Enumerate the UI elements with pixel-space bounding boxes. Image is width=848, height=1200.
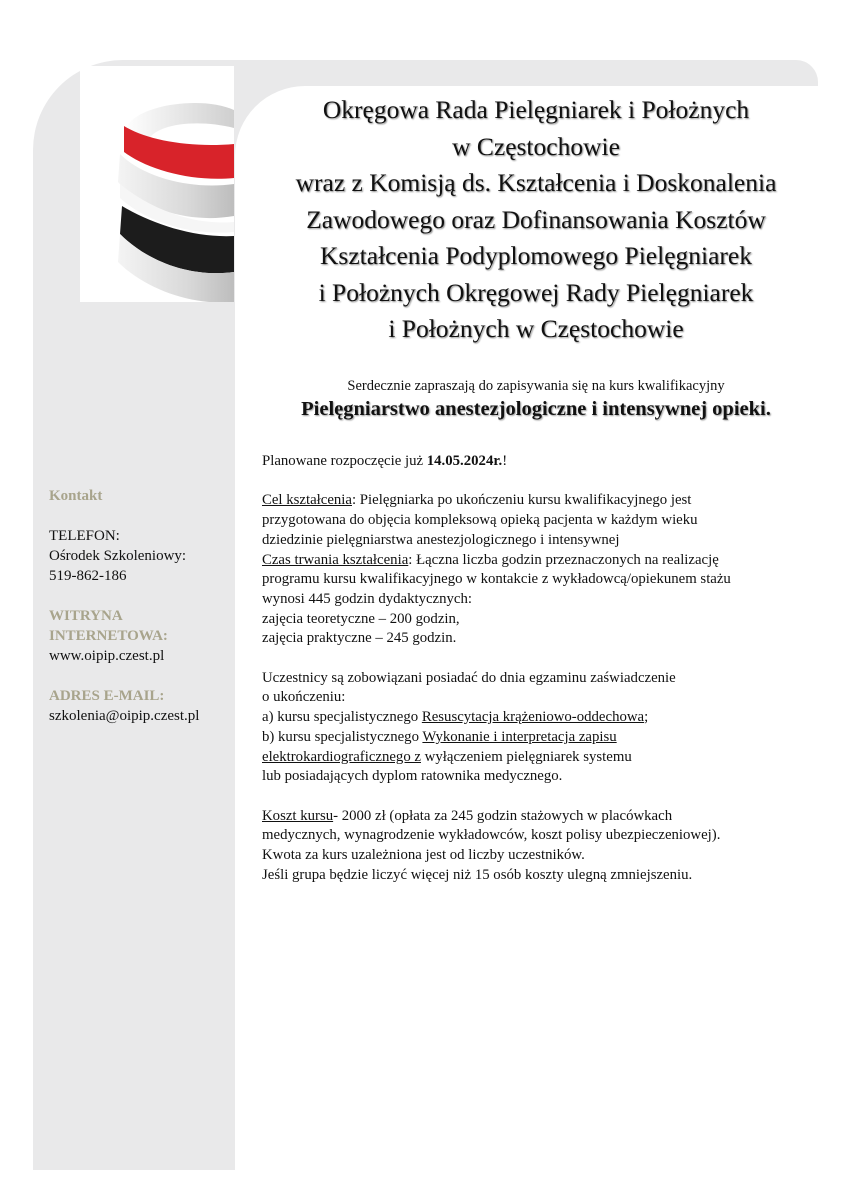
ribbon-logo-icon [80, 66, 234, 302]
heading-line: w Częstochowie [452, 131, 620, 161]
email-link[interactable]: szkolenia@oipip.czest.pl [49, 708, 200, 724]
cost-line: Kwota za kurs uzależniona jest od liczby uczestników. [262, 847, 585, 864]
invitation-text: Serdecznie zapraszają do zapisywania się na kurs kwalifikacyjny [347, 378, 725, 394]
website-header: WITRYNA [49, 608, 123, 624]
website-link[interactable]: www.oipip.czest.pl [49, 648, 165, 664]
contact-panel [49, 486, 234, 726]
requirement-b [262, 728, 822, 748]
duration-line [262, 551, 822, 571]
duration-line: programu kursu kwalifikacyjnego w kontakcie z wykładowcą/opiekunem stażu [262, 571, 731, 588]
requirement-a [262, 708, 822, 728]
course-title: Pielęgniarstwo anestezjologiczne i intensywnej opieki. [301, 398, 771, 420]
contact-header: Kontakt [49, 488, 103, 504]
phone-place: Ośrodek Szkoleniowy: [49, 548, 187, 564]
heading-line: Kształcenia Podyplomowego Pielęgniarek [320, 241, 752, 270]
cost-line [262, 807, 822, 827]
requirements-line: o ukończeniu: [262, 689, 346, 706]
goal-line: przygotowana do objęcia kompleksową opieką pacjenta w każdym wieku [262, 512, 698, 529]
start-suffix: ! [502, 453, 508, 469]
requirement-a-suffix: ; [644, 709, 649, 726]
start-prefix: Planowane rozpoczęcie już [262, 453, 427, 469]
cost-label: Koszt kursu [262, 807, 334, 824]
requirement-b-course: Wykonanie i interpretacja zapisu [422, 728, 617, 745]
cost-line: Jeśli grupa będzie liczyć więcej niż 15 osób koszty ulegną zmniejszeniu. [262, 866, 693, 883]
heading-line: Zawodowego oraz Dofinansowania Kosztów [306, 204, 766, 234]
requirements-line: Uczestnicy są zobowiązani posiadać do dnia egzaminu zaświadczenie [262, 669, 676, 686]
duration-line: zajęcia praktyczne – 245 godzin. [262, 630, 457, 647]
goal-label: Cel kształcenia [262, 492, 352, 509]
duration-line: wynosi 445 godzin dydaktycznych: [262, 590, 472, 607]
heading-line: i Położnych Okręgowej Rady Pielęgniarek [318, 277, 754, 307]
requirements-line: lub posiadających dyplom ratownika medycznego. [262, 768, 563, 785]
start-date: 14.05.2024r. [426, 453, 503, 469]
start-date-line [262, 452, 822, 472]
website-header-cont: INTERNETOWA: [49, 628, 168, 644]
heading-line: Okręgowa Rada Pielęgniarek i Położnych [322, 95, 750, 124]
requirement-a-course: Resuscytacja krążeniowo-oddechowa [421, 709, 645, 726]
duration-text: : Łączna liczba godzin przeznaczonych na realizację [408, 551, 719, 568]
requirement-b-cont [262, 748, 822, 768]
phone-label: TELEFON: [49, 528, 120, 544]
requirement-b-course-cont: elektrokardiograficznego z [262, 748, 421, 765]
goal-line [262, 491, 822, 511]
requirement-b-prefix: b) kursu specjalistycznego [262, 728, 423, 745]
heading-line: i Położnych w Częstochowie [388, 314, 684, 343]
requirement-a-prefix: a) kursu specjalistycznego [262, 709, 422, 726]
goal-line: dziedzinie pielęgniarstwa anestezjologicznego i intensywnej [262, 531, 620, 548]
duration-line: zajęcia teoretyczne – 200 godzin, [262, 610, 460, 627]
organization-heading [262, 92, 810, 348]
email-header: ADRES E-MAIL: [49, 688, 165, 704]
duration-label: Czas trwania kształcenia [262, 551, 409, 568]
phone-number[interactable]: 519-862-186 [49, 568, 127, 584]
cost-line: medycznych, wynagrodzenie wykładowców, koszt polisy ubezpieczeniowej). [262, 827, 721, 844]
requirement-b-suffix: wyłączeniem pielęgniarek systemu [420, 748, 632, 765]
course-details [262, 452, 822, 885]
goal-text: : Pielęgniarka po ukończeniu kursu kwalifikacyjnego jest [351, 492, 692, 509]
heading-line: wraz z Komisją ds. Kształcenia i Doskonalenia [295, 168, 777, 197]
cost-text: - 2000 zł (opłata za 245 godzin stażowych w placówkach [333, 807, 673, 824]
